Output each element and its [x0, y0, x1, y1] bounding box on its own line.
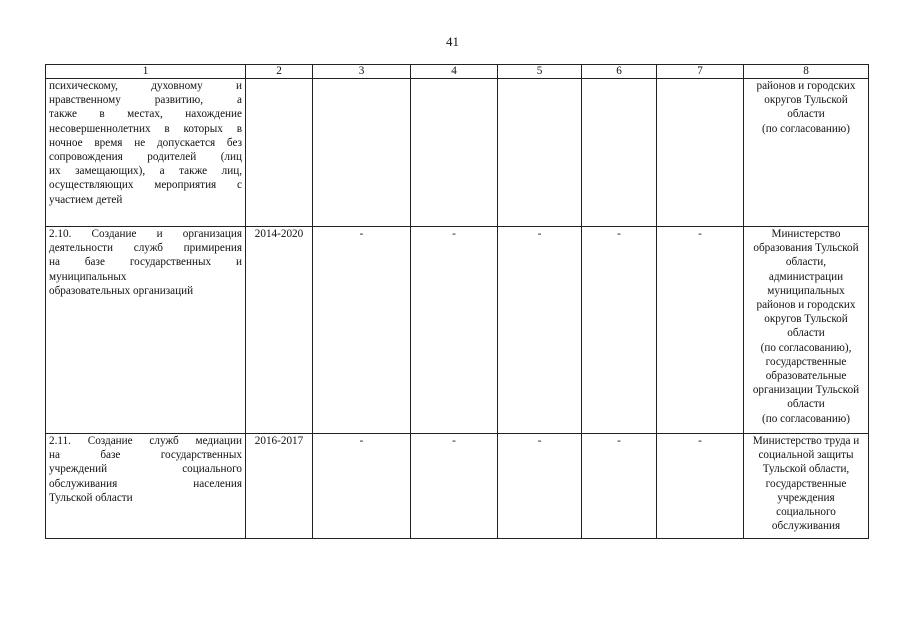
executor-line: округов Тульской: [764, 94, 848, 107]
value-cell: -: [313, 227, 411, 434]
executor-line: районов и городских: [756, 299, 856, 312]
activity-cell: [46, 227, 246, 434]
executor-line: Министерство труда и: [752, 435, 860, 447]
header-col-5: 5: [498, 65, 582, 79]
header-col-1: 1: [46, 65, 246, 79]
executor-cell: [744, 79, 869, 227]
value-cell: -: [498, 227, 582, 434]
program-table: [45, 64, 869, 539]
value-cell: [582, 79, 657, 227]
executor-line: области: [787, 108, 825, 121]
header-col-2: 2: [246, 65, 313, 79]
executor-line: округов Тульской: [764, 313, 848, 326]
executor-line: Министерство: [771, 228, 841, 240]
period-cell: 2014-2020: [246, 227, 313, 434]
executor-line: муниципальных: [767, 284, 845, 297]
executor-cell: [744, 227, 869, 434]
value-cell: -: [657, 434, 744, 539]
executor-line: (по согласованию): [762, 412, 850, 425]
executor-line: (по согласованию),: [760, 341, 852, 354]
executor-line: области: [787, 398, 825, 411]
value-cell: -: [582, 434, 657, 539]
activity-line: на базе государственных: [49, 449, 242, 462]
executor-line: администрации: [768, 270, 844, 283]
executor-line: социального: [776, 506, 836, 519]
value-cell: -: [411, 434, 498, 539]
executor-line: государственные: [765, 355, 847, 368]
value-cell: [498, 79, 582, 227]
executor-line: образовательные: [765, 370, 847, 383]
header-col-6: 6: [582, 65, 657, 79]
executor-cell: [744, 434, 869, 539]
activity-line: осуществляющих мероприятия с: [49, 179, 242, 192]
header-col-8: 8: [744, 65, 869, 79]
period-cell: 2016-2017: [246, 434, 313, 539]
header-col-4: 4: [411, 65, 498, 79]
value-cell: -: [411, 227, 498, 434]
activity-line: ночное время не допускается без: [49, 136, 242, 149]
executor-line: районов и городских: [756, 80, 856, 92]
value-cell: -: [582, 227, 657, 434]
executor-line: государственные: [765, 477, 847, 490]
activity-line: 2.10. Создание и организация: [49, 228, 242, 240]
header-row: [46, 65, 869, 79]
executor-line: (по согласованию): [762, 122, 850, 135]
activity-line: учреждений социального: [49, 463, 242, 476]
activity-line: нравственному развитию, а: [49, 94, 242, 107]
executor-line: Тульской области,: [762, 463, 850, 476]
activity-cell: [46, 79, 246, 227]
activity-line: муниципальных: [49, 270, 127, 283]
value-cell: -: [313, 434, 411, 539]
activity-line: сопровождения родителей (лиц: [49, 151, 242, 164]
activity-cell: [46, 434, 246, 539]
activity-line: участием детей: [49, 193, 123, 206]
value-cell: [657, 79, 744, 227]
value-cell: [411, 79, 498, 227]
value-cell: [313, 79, 411, 227]
activity-line: образовательных организаций: [49, 284, 194, 297]
activity-line: обслуживания населения: [49, 477, 242, 490]
activity-line: Тульской области: [49, 491, 133, 504]
executor-line: учреждения: [777, 491, 835, 504]
executor-line: области,: [785, 256, 827, 269]
value-cell: -: [498, 434, 582, 539]
activity-line: несовершеннолетних в которых в: [49, 122, 242, 135]
activity-line: психическому, духовному и: [49, 80, 242, 92]
activity-line: также в местах, нахождение: [49, 108, 242, 121]
activity-line: их замещающих), а также лиц,: [49, 165, 242, 178]
activity-line: 2.11. Создание служб медиации: [49, 435, 242, 447]
activity-line: деятельности служб примирения: [49, 242, 242, 255]
header-col-7: 7: [657, 65, 744, 79]
table-row: [46, 79, 869, 227]
executor-line: обслуживания: [771, 520, 841, 533]
value-cell: -: [657, 227, 744, 434]
activity-line: на базе государственных и: [49, 256, 242, 269]
header-col-3: 3: [313, 65, 411, 79]
table-row: [46, 434, 869, 539]
executor-line: области: [787, 327, 825, 340]
executor-line: образования Тульской: [753, 242, 859, 255]
page-number: 41: [446, 34, 459, 49]
period-cell: [246, 79, 313, 227]
table-row: [46, 227, 869, 434]
executor-line: организации Тульской: [752, 384, 860, 397]
executor-line: социальной защиты: [758, 449, 854, 462]
